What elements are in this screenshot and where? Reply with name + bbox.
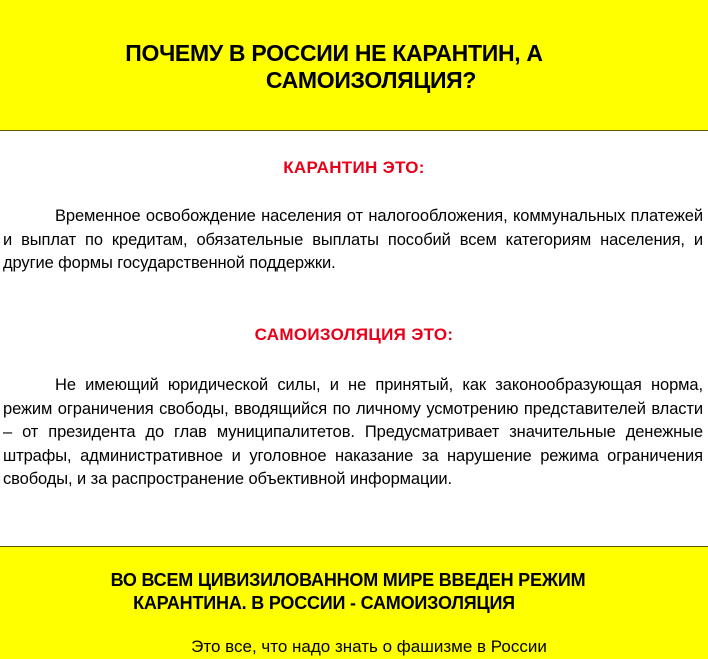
self-isolation-definition	[3, 374, 703, 492]
conclusion-line-2: КАРАНТИНА. В РОССИИ - САМОИЗОЛЯЦИЯ	[133, 593, 515, 613]
quarantine-heading: КАРАНТИН ЭТО:	[283, 158, 425, 177]
footer-band	[0, 546, 708, 659]
quarantine-definition	[3, 205, 703, 276]
header-band	[0, 0, 708, 131]
conclusion	[0, 569, 708, 615]
self-isolation-heading: САМОИЗОЛЯЦИЯ ЭТО:	[254, 325, 454, 344]
quarantine-text: Временное освобождение населения от налогообложения, коммунальных платежей и выплат по кредитам, обязательные выплаты пособий всем категориям населения, и другие формы государственной поддержки.	[3, 207, 703, 272]
title-line-2: САМОИЗОЛЯЦИЯ?	[265, 67, 477, 93]
title-line-1: ПОЧЕМУ В РОССИИ НЕ КАРАНТИН, А	[125, 40, 543, 66]
self-isolation-text: Не имеющий юридической силы, и не принятый, как законообразующая норма, режим ограничения свободы, вводящийся по личному усмотрению представителей власти – от президента до глав муниципалитетов. Предусматривает значительные денежные штрафы, административное и уголовное наказание за нарушение режима ограничения свободы, и за распространение объективной информации.	[3, 376, 703, 488]
conclusion-line-1: ВО ВСЕМ ЦИВИЗИЛОВАННОМ МИРЕ ВВЕДЕН РЕЖИМ	[110, 570, 586, 590]
footnote: Это все, что надо знать о фашизме в России	[191, 637, 547, 656]
page-title	[0, 40, 708, 94]
